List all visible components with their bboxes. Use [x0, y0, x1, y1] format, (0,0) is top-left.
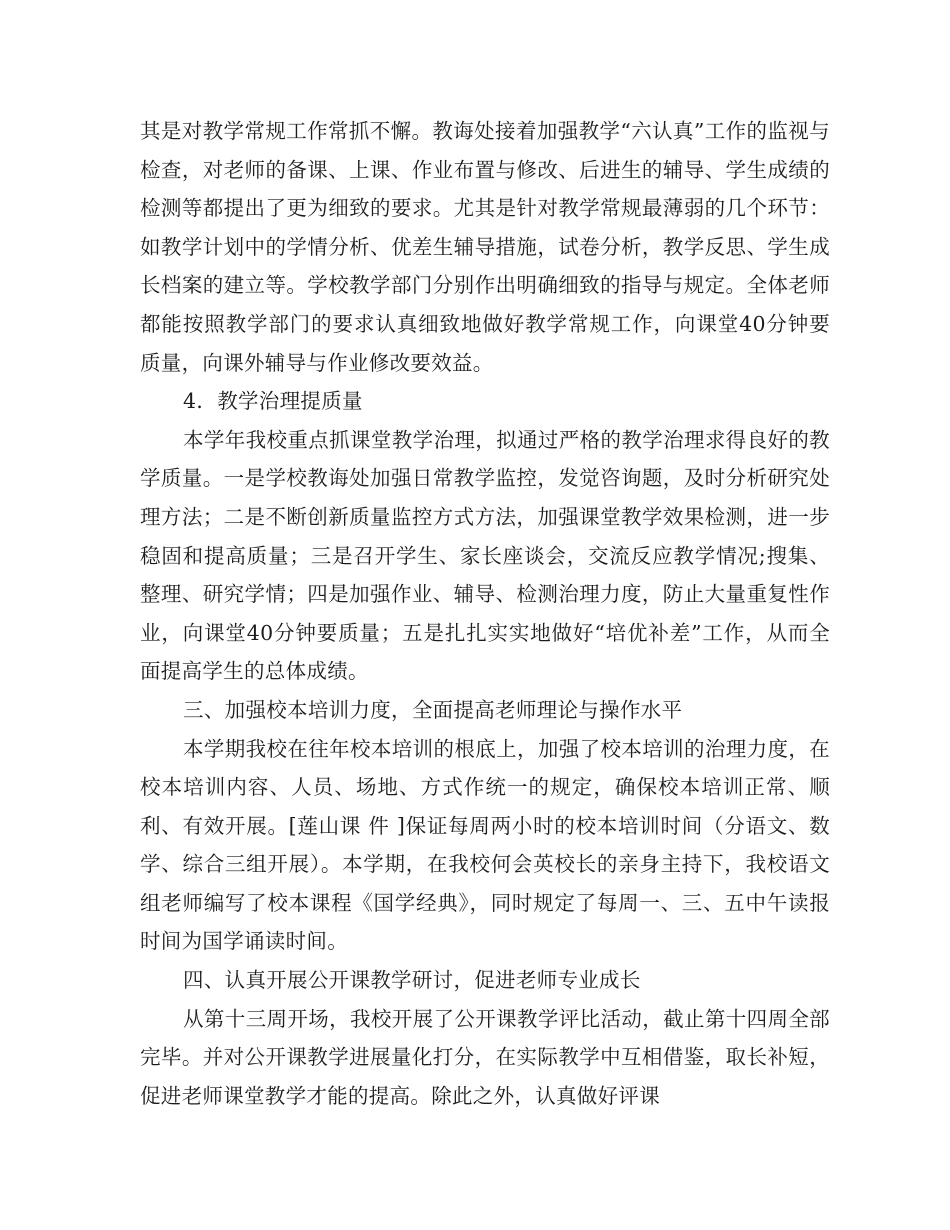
- document-page: [140, 112, 830, 1115]
- body-paragraph-2: 本学年我校重点抓课堂教学治理，拟通过严格的教学治理求得良好的教学质量。一是学校教诲处加强日常教学监控，发觉咨询题，及时分析研究处理方法；二是不断创新质量监控方式方法，加强课堂教学效果检测，进一步稳固和提高质量；三是召开学生、家长座谈会，交流反应教学情况;搜集、整理、研究学情；四是加强作业、辅导、检测治理力度，防止大量重复性作业，向课堂40分钟要质量；五是扎扎实实地做好“培优补差”工作，从而全面提高学生的总体成绩。: [140, 427, 830, 684]
- body-paragraph-4: 从第十三周开场，我校开展了公开课教学评比活动，截止第十四周全部完毕。并对公开课教学进展量化打分，在实际教学中互相借鉴，取长补短，促进老师课堂教学才能的提高。除此之外，认真做好评课: [140, 1006, 830, 1108]
- body-paragraph-1: 其是对教学常规工作常抓不懈。教诲处接着加强教学“六认真”工作的监视与检查，对老师的备课、上课、作业布置与修改、后进生的辅导、学生成绩的检测等都提出了更为细致的要求。尤其是针对教学常规最薄弱的几个环节：如教学计划中的学情分析、优差生辅导措施，试卷分析，教学反思、学生成长档案的建立等。学校教学部门分别作出明确细致的指导与规定。全体老师都能按照教学部门的要求认真细致地做好教学常规工作，向课堂40分钟要质量，向课外辅导与作业修改要效益。: [140, 119, 830, 375]
- section-heading-3: 三、加强校本培训力度，全面提高老师理论与操作水平: [183, 697, 683, 722]
- section-heading-four: 四、认真开展公开课教学研讨，促进老师专业成长: [183, 968, 641, 993]
- body-paragraph-3: 本学期我校在往年校本培训的根底上，加强了校本培训的治理力度，在校本培训内容、人员、场地、方式作统一的规定，确保校本培训正常、顺利、有效开展。[莲山课 件 ]保证每周两小时的校本培训时间（分语文、数学、综合三组开展）。本学期，在我校何会英校长的亲身主持下，我校语文组老师编写了校本课程《国学经典》，同时规定了每周一、三、五中午读报时间为国学诵读时间。: [140, 736, 830, 954]
- section-heading-4: 4．教学治理提质量: [183, 389, 363, 414]
